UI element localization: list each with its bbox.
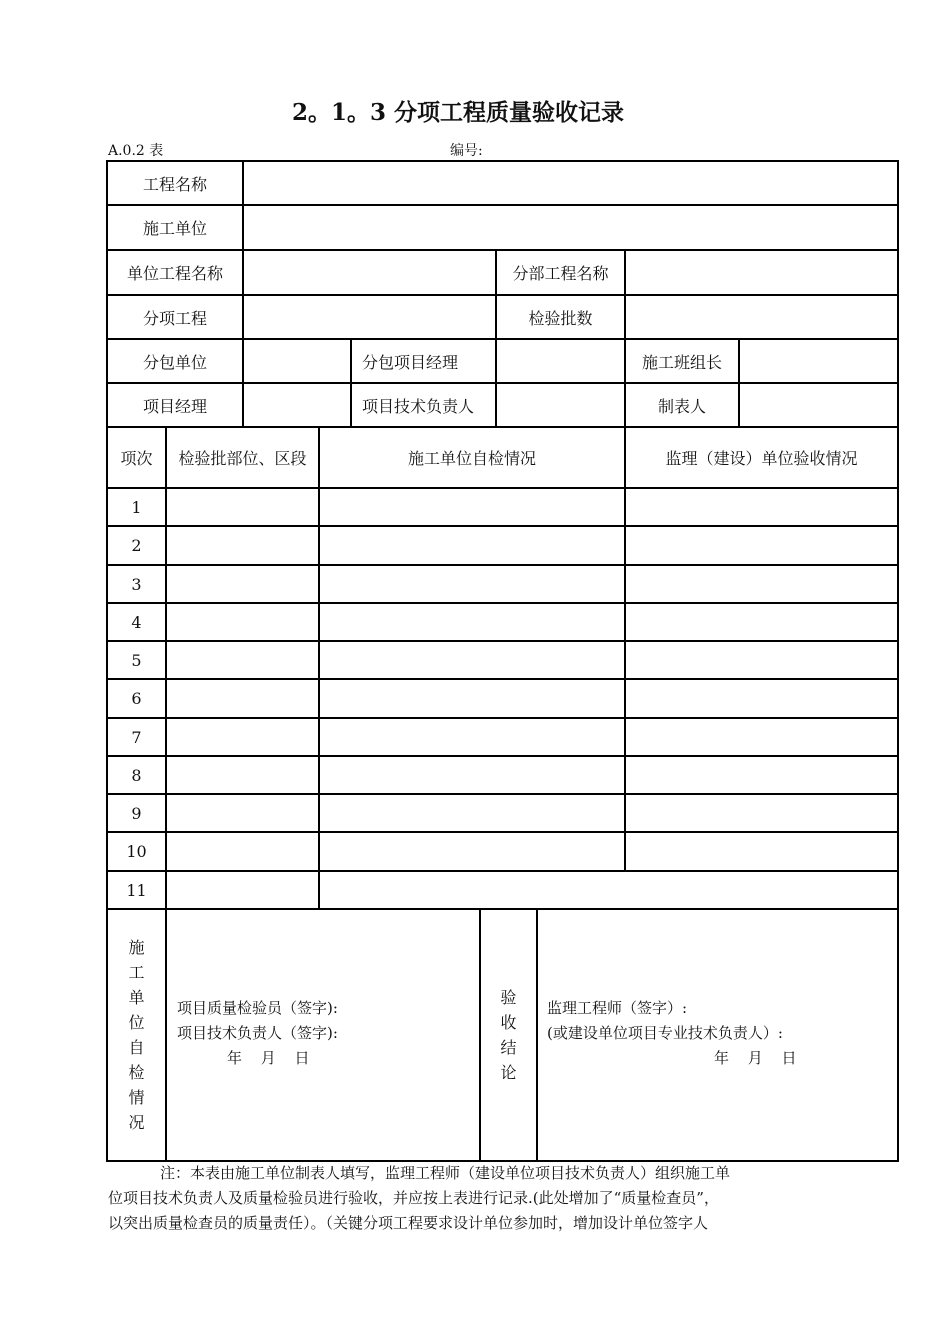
row-supervision-check[interactable] [626, 833, 897, 870]
row-number: 2 [108, 527, 165, 564]
row-supervision-check[interactable] [626, 642, 897, 678]
row-lot-location[interactable] [167, 757, 318, 793]
row-lot-location[interactable] [167, 527, 318, 564]
row-supervision-check[interactable] [626, 604, 897, 640]
row-self-check[interactable] [320, 489, 624, 525]
tabulator-label: 制表人 [626, 384, 738, 426]
row-lot-location[interactable] [167, 566, 318, 602]
row-number: 8 [108, 757, 165, 793]
row-supervision-check[interactable] [626, 566, 897, 602]
row-merged-check[interactable] [320, 872, 897, 908]
row-supervision-check[interactable] [626, 527, 897, 564]
team-leader-value[interactable] [740, 340, 897, 382]
row-self-check[interactable] [320, 527, 624, 564]
team-leader-label: 施工班组长 [626, 340, 738, 382]
row-self-check[interactable] [320, 604, 624, 640]
subcontract-pm-label: 分包项目经理 [352, 340, 495, 382]
row-self-check[interactable] [320, 680, 624, 717]
subitem-project-value[interactable] [244, 296, 495, 338]
table-code: A.0.2 表 [108, 143, 164, 159]
conclusion-signature-cell[interactable] [538, 910, 897, 1160]
self-check-date: 年 月 日 [227, 1049, 310, 1067]
project-name-value[interactable] [244, 162, 897, 204]
row-lot-location[interactable] [167, 604, 318, 640]
inspection-lot-count-value[interactable] [626, 296, 897, 338]
row-number: 9 [108, 795, 165, 831]
conclusion-label: 验收结论 [500, 988, 517, 1082]
row-lot-location[interactable] [167, 642, 318, 678]
number-label: 编号: [450, 143, 483, 159]
row-self-check[interactable] [320, 833, 624, 870]
subcontract-pm-value[interactable] [497, 340, 624, 382]
conclusion-label-cell [481, 910, 536, 1160]
row-supervision-check[interactable] [626, 680, 897, 717]
owner-sign-line: (或建设单位项目专业技术负责人）: [547, 1024, 783, 1042]
row-lot-location[interactable] [167, 719, 318, 755]
row-number: 6 [108, 680, 165, 717]
subcontractor-label: 分包单位 [108, 340, 242, 382]
row-supervision-check[interactable] [626, 795, 897, 831]
subcontractor-value[interactable] [244, 340, 350, 382]
footnote-line-1: 注：本表由施工单位制表人填写，监理工程师（建设单位项目技术负责人）组织施工单 [160, 1164, 731, 1182]
row-supervision-check[interactable] [626, 719, 897, 755]
col-lot-location: 检验批部位、区段 [167, 428, 318, 487]
project-manager-value[interactable] [244, 384, 350, 426]
footnote [108, 1161, 808, 1236]
subitem-project-label: 分项工程 [108, 296, 242, 338]
col-self-check: 施工单位自检情况 [320, 428, 624, 487]
tech-lead-sign-line: 项目技术负责人（签字): [177, 1024, 338, 1042]
unit-project-name-label: 单位工程名称 [108, 251, 242, 294]
technical-lead-value[interactable] [497, 384, 624, 426]
row-supervision-check[interactable] [626, 489, 897, 525]
self-check-signature-cell[interactable] [167, 910, 479, 1160]
inspection-record-table [106, 160, 899, 1162]
row-self-check[interactable] [320, 642, 624, 678]
row-self-check[interactable] [320, 719, 624, 755]
row-number: 4 [108, 604, 165, 640]
inspection-lot-count-label: 检验批数 [497, 296, 624, 338]
project-name-label: 工程名称 [108, 162, 242, 204]
row-number: 7 [108, 719, 165, 755]
row-lot-location[interactable] [167, 680, 318, 717]
col-supervision-check: 监理（建设）单位验收情况 [626, 428, 897, 487]
unit-project-name-value[interactable] [244, 251, 495, 294]
row-lot-location[interactable] [167, 872, 318, 908]
row-self-check[interactable] [320, 566, 624, 602]
row-self-check[interactable] [320, 757, 624, 793]
technical-lead-label: 项目技术负责人 [352, 384, 495, 426]
division-project-name-label: 分部工程名称 [497, 251, 624, 294]
row-lot-location[interactable] [167, 489, 318, 525]
footnote-line-2: 位项目技术负责人及质量检验员进行验收，并应按上表进行记录.(此处增加了“质量检查员”， [108, 1189, 719, 1207]
row-lot-location[interactable] [167, 795, 318, 831]
col-item-no: 项次 [108, 428, 165, 487]
page-title: 2。1。3 分项工程质量验收记录 [291, 99, 625, 126]
division-project-name-value[interactable] [626, 251, 897, 294]
row-self-check[interactable] [320, 795, 624, 831]
inspector-line: 项目质量检验员（签字): [177, 999, 338, 1017]
construction-unit-label: 施工单位 [108, 206, 242, 249]
self-check-label: 施工单位自检情况 [128, 938, 145, 1132]
self-check-label-cell [108, 910, 165, 1160]
conclusion-date: 年 月 日 [714, 1049, 797, 1067]
row-number: 11 [108, 872, 165, 908]
row-supervision-check[interactable] [626, 757, 897, 793]
tabulator-value[interactable] [740, 384, 897, 426]
construction-unit-value[interactable] [244, 206, 897, 249]
row-number: 1 [108, 489, 165, 525]
row-number: 3 [108, 566, 165, 602]
row-lot-location[interactable] [167, 833, 318, 870]
engineer-sign-line: 监理工程师（签字）: [547, 999, 688, 1017]
row-number: 5 [108, 642, 165, 678]
row-number: 10 [108, 833, 165, 870]
project-manager-label: 项目经理 [108, 384, 242, 426]
footnote-line-3: 以突出质量检查员的质量责任）。（关键分项工程要求设计单位参加时，增加设计单位签字人 [108, 1214, 709, 1232]
